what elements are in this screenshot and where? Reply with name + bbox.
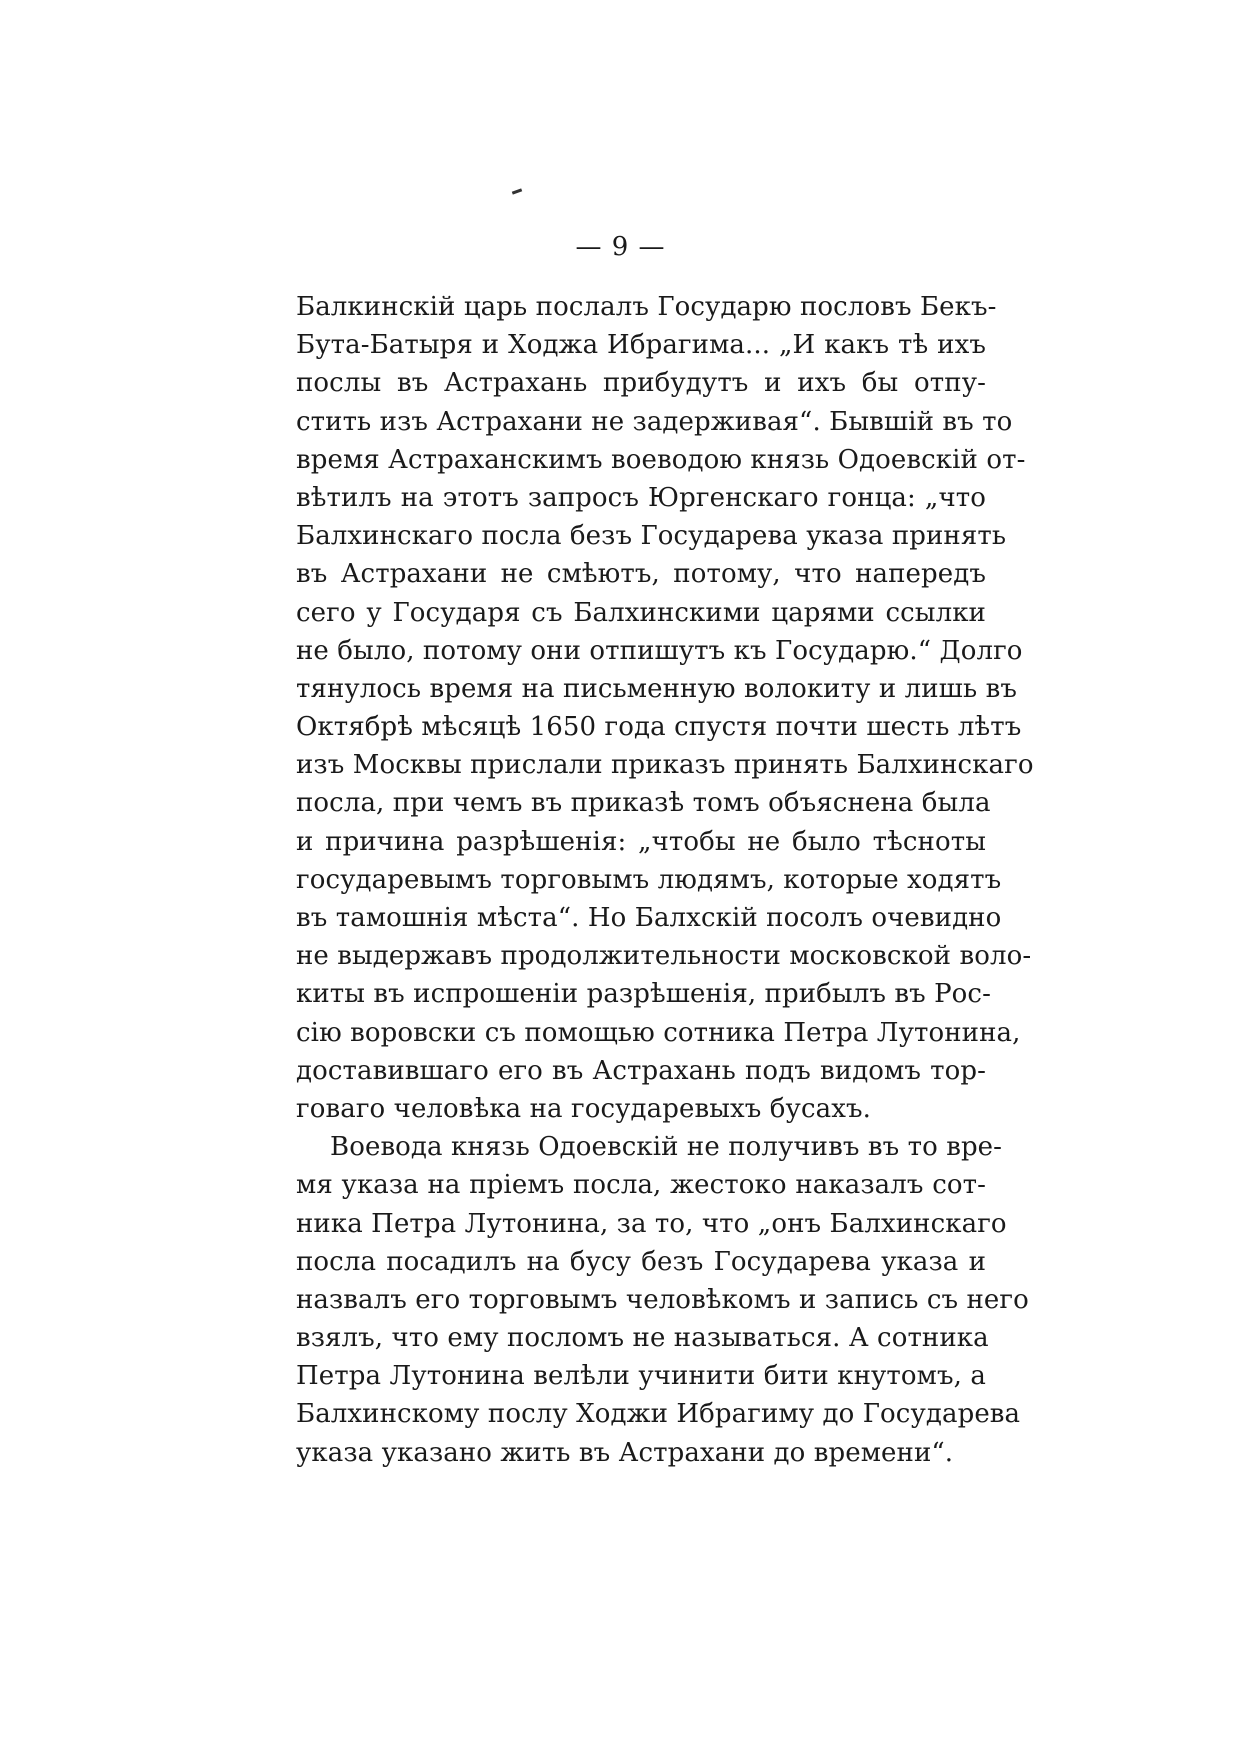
text-line: время Астраханскимъ воеводою князь Одоевскій от- — [296, 444, 1026, 475]
text-line: стить изъ Астрахани не задерживая“. Бывшій въ то — [296, 406, 1013, 437]
text-line: вѣтилъ на этотъ запросъ Юргенскаго гонца: „что — [296, 482, 986, 513]
text-line: изъ Москвы прислали приказъ принять Балхинскаго — [296, 750, 1034, 781]
text-line: тянулось время на письменную волокиту и лишь въ — [296, 673, 1017, 704]
text-line: не было, потому они отпишутъ къ Государю.“ Долго — [296, 635, 1023, 666]
text-line: назвалъ его торговымъ человѣкомъ и запись съ него — [296, 1284, 1029, 1315]
text-line: Воевода князь Одоевскій не получивъ въ то вре- — [330, 1132, 1003, 1163]
text-line: Балхинскому послу Ходжи Ибрагиму до Государева — [296, 1399, 1021, 1430]
text-line: доставившаго его въ Астрахань подъ видомъ тор- — [296, 1055, 986, 1086]
text-line: киты въ испрошеніи разрѣшенія, прибылъ въ Рос- — [296, 979, 991, 1010]
text-line: ника Петра Лутонина, за то, что „онъ Балхинскаго — [296, 1208, 1007, 1239]
text-line: государевымъ торговымъ людямъ, которые ходятъ — [296, 864, 1002, 895]
text-line: сію воровски съ помощью сотника Петра Лутонина, — [296, 1017, 1021, 1048]
text-line: сего у Государя съ Балхинскими царями ссылки — [296, 597, 986, 628]
page-number: — 9 — — [575, 232, 666, 262]
text-line: Петра Лутонина велѣли учинити бити кнутомъ, а — [296, 1361, 986, 1392]
text-line: Балкинскій царь послалъ Государю пословъ Бекъ- — [296, 292, 997, 322]
text-line: и причина разрѣшенія: „чтобы не было тѣсноты — [296, 826, 986, 857]
text-line: Балхинскаго посла безъ Государева указа принять — [296, 521, 1007, 552]
text-line: посла посадилъ на бусу безъ Государева указа и — [296, 1246, 986, 1277]
text-line: въ Астрахани не смѣютъ, потому, что напередъ — [296, 559, 986, 590]
paragraph-2 — [296, 1128, 1029, 1472]
stray-ink-mark — [512, 188, 522, 194]
text-line: не выдержавъ продолжительности московской воло- — [296, 941, 1032, 972]
text-line: въ тамошнія мѣста“. Но Балхскій посолъ очевидно — [296, 903, 1002, 933]
paragraph-1 — [296, 288, 1034, 1128]
text-line: мя указа на пріемъ посла, жестоко наказалъ сот- — [296, 1170, 986, 1201]
text-line: посла, при чемъ въ приказѣ томъ объяснена была — [296, 788, 991, 819]
text-line: Бута-Батыря и Ходжа Ибрагима... „И какъ тѣ ихъ — [296, 330, 986, 361]
text-line: послы въ Астрахань прибудутъ и ихъ бы отпу- — [296, 368, 986, 399]
text-line: взялъ, что ему посломъ не называться. А сотника — [296, 1323, 989, 1354]
text-line: указа указано жить въ Астрахани до времени“. — [296, 1437, 954, 1468]
text-line: говаго человѣка на государевыхъ бусахъ. — [296, 1093, 871, 1124]
body-text — [296, 288, 1034, 1472]
text-line: Октябрѣ мѣсяцѣ 1650 года спустя почти шесть лѣтъ — [296, 712, 1022, 743]
